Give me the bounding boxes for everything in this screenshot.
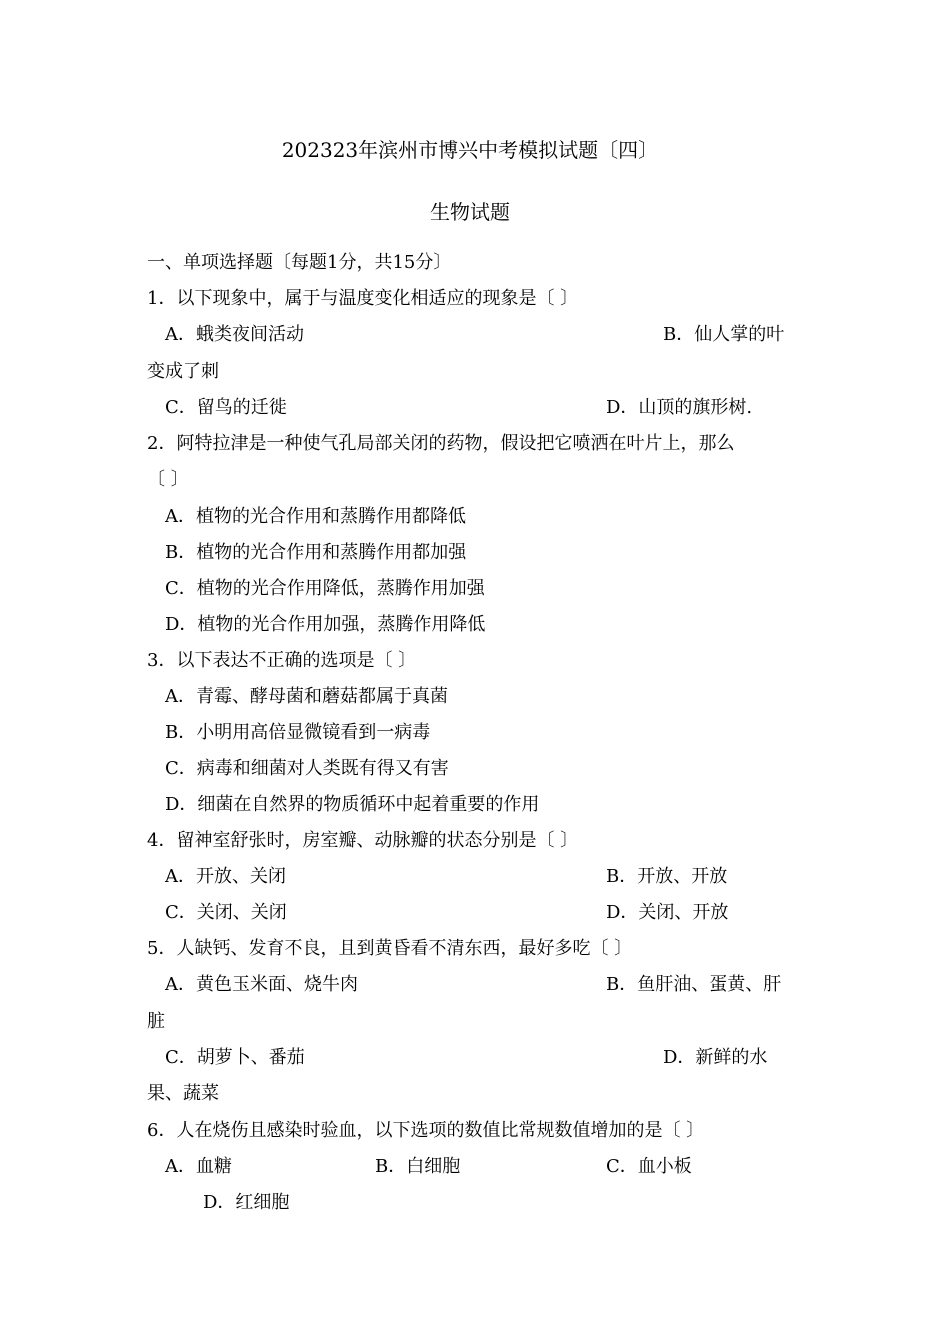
question-1-option-b-continued: 变成了刺 [147, 361, 219, 382]
question-1-stem: 1．以下现象中，属于与温度变化相适应的现象是〔 〕 [147, 288, 579, 309]
question-6-option-c: C．血小板 [606, 1156, 692, 1177]
question-1-option-b: B．仙人掌的叶 [663, 324, 785, 345]
question-6-option-b: B．白细胞 [375, 1156, 461, 1177]
question-2-option-a: A．植物的光合作用和蒸腾作用都降低 [165, 506, 466, 527]
question-5-stem: 5．人缺钙、发育不良，且到黄昏看不清东西，最好多吃〔 〕 [147, 938, 633, 959]
question-6-stem: 6．人在烧伤且感染时验血，以下选项的数值比常规数值增加的是〔 〕 [147, 1120, 705, 1141]
question-5-option-d: D．新鲜的水 [663, 1047, 768, 1068]
question-5-option-c: C．胡萝卜、番茄 [165, 1047, 305, 1068]
question-5-option-d-continued: 果、蔬菜 [147, 1083, 219, 1104]
page-title: 202323年滨州市博兴中考模拟试题〔四〕 [281, 138, 659, 162]
question-4-option-b: B．开放、开放 [606, 866, 728, 887]
question-5-option-b: B．鱼肝油、蛋黄、肝 [606, 974, 782, 995]
question-3-option-b: B．小明用高倍显微镜看到一病毒 [165, 722, 431, 743]
question-6-option-a: A．血糖 [165, 1156, 232, 1177]
question-2-option-b: B．植物的光合作用和蒸腾作用都加强 [165, 542, 467, 563]
question-2-option-d: D．植物的光合作用加强，蒸腾作用降低 [165, 614, 486, 635]
question-1-option-d: D．山顶的旗形树. [606, 397, 753, 418]
question-4-option-c: C．关闭、关闭 [165, 902, 287, 923]
question-1-option-c: C．留鸟的迁徙 [165, 397, 287, 418]
question-3-option-d: D．细菌在自然界的物质循环中起着重要的作用 [165, 794, 540, 815]
page-subtitle: 生物试题 [430, 200, 510, 224]
question-2-stem: 2．阿特拉津是一种使气孔局部关闭的药物，假设把它喷洒在叶片上，那么 [147, 433, 735, 454]
question-3-stem: 3．以下表达不正确的选项是〔 〕 [147, 650, 417, 671]
question-1-option-a: A．蛾类夜间活动 [165, 324, 304, 345]
question-4-option-a: A．开放、关闭 [165, 866, 286, 887]
question-2-option-c: C．植物的光合作用降低，蒸腾作用加强 [165, 578, 485, 599]
question-5-option-b-continued: 脏 [147, 1011, 165, 1032]
question-4-stem: 4．留神室舒张时，房室瓣、动脉瓣的状态分别是〔 〕 [147, 830, 579, 851]
question-6-option-d: D．红细胞 [203, 1192, 290, 1213]
question-5-option-a: A．黄色玉米面、烧牛肉 [165, 974, 358, 995]
section-heading: 一、单项选择题〔每题1分，共15分〕 [147, 252, 452, 273]
question-3-option-a: A．青霉、酵母菌和蘑菇都属于真菌 [165, 686, 448, 707]
question-2-stem-continued: 〔 〕 [147, 469, 189, 490]
question-4-option-d: D．关闭、开放 [606, 902, 729, 923]
question-3-option-c: C．病毒和细菌对人类既有得又有害 [165, 758, 449, 779]
